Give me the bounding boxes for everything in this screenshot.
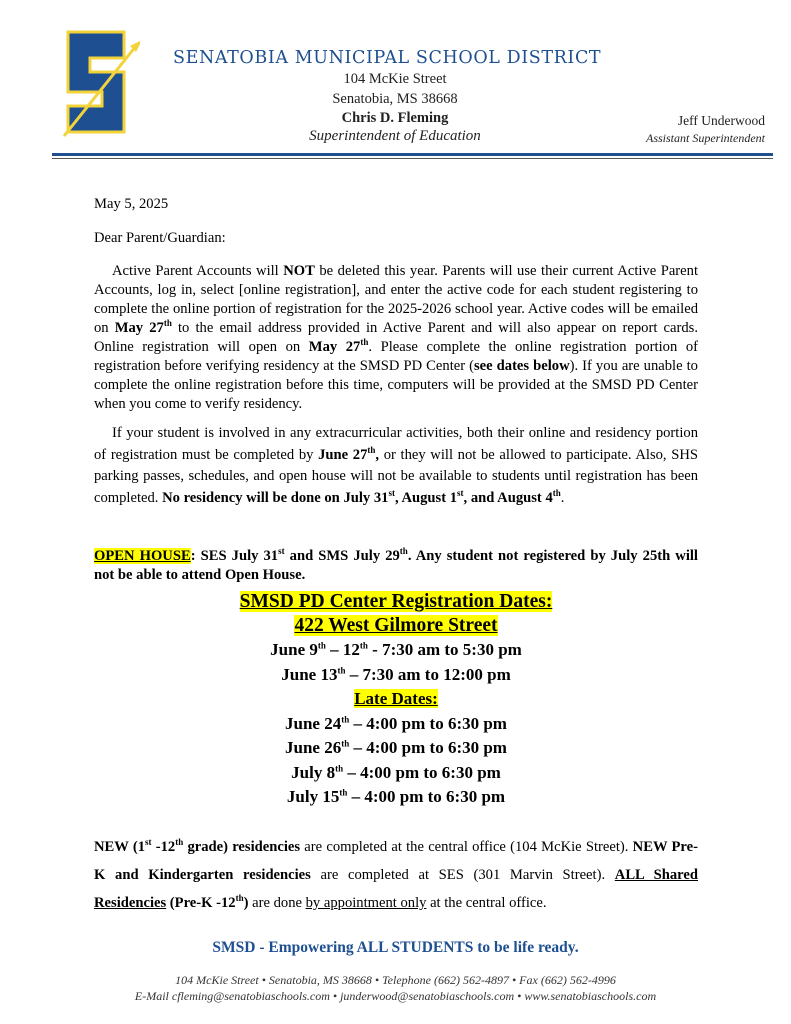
- district-name: SENATOBIA MUNICIPAL SCHOOL DISTRICT: [173, 48, 602, 68]
- text-run: see dates below: [473, 358, 570, 374]
- text-run: – 7:30 am to 12:00 pm: [345, 664, 511, 684]
- paragraph-registration: [94, 262, 698, 414]
- open-house-notice: [94, 547, 698, 585]
- text-run: – 4:00 pm to 6:30 pm: [343, 762, 501, 782]
- text-run: July 8: [291, 762, 336, 782]
- late-dates-label: Late Dates:: [354, 689, 438, 708]
- text-run: grade) residencies: [183, 839, 301, 855]
- header-rule: [52, 153, 773, 156]
- text-run: th: [335, 762, 344, 773]
- text-run: : SES July 31: [190, 548, 279, 564]
- late-date: [94, 761, 698, 786]
- text-run: th: [337, 664, 346, 675]
- text-run: th: [235, 893, 244, 904]
- text-run: , and August 4: [463, 489, 553, 506]
- superintendent-name: Chris D. Fleming: [341, 110, 449, 126]
- letter-date: May 5, 2025: [94, 196, 169, 212]
- text-run: be deleted this year. Parents will use their current Active Parent Accounts, log in, select [online registration], and enter the active code for each student registering to complete the online portion of registration for the 2025-2026 school year. Active codes will be emailed on: [94, 263, 698, 336]
- text-run: are completed at the central office (104 McKie Street).: [300, 839, 633, 855]
- text-run: – 4:00 pm to 6:30 pm: [347, 787, 506, 806]
- district-city: Senatobia, MS 38668: [332, 91, 458, 107]
- late-date: [94, 736, 698, 761]
- text-run: - 7:30 am to 5:30 pm: [367, 640, 522, 659]
- text-run: (Pre-K -12: [166, 895, 236, 911]
- text-run: th: [341, 713, 350, 724]
- text-run: st: [457, 487, 464, 498]
- text-run: No residency will be done on July 31: [162, 489, 389, 506]
- text-run: th: [341, 738, 350, 749]
- text-run: are completed at SES (301 Marvin Street).: [310, 867, 615, 883]
- text-run: th: [317, 640, 326, 651]
- text-run: NEW (1: [94, 839, 145, 855]
- text-run: by appointment only: [305, 895, 427, 911]
- text-run: – 4:00 pm to 6:30 pm: [349, 738, 507, 757]
- schedule-title: SMSD PD Center Registration Dates:: [239, 591, 553, 612]
- text-run: and SMS July 29: [284, 548, 400, 564]
- schedule-date: [94, 663, 698, 688]
- assistant-name: Jeff Underwood: [677, 113, 765, 128]
- text-run: at the central office.: [426, 895, 547, 911]
- text-run: June 24: [285, 713, 342, 733]
- text-run: ): [243, 895, 249, 911]
- text-run: If your student is involved in any extracurricular activities, both their online and residency portion of registration must be completed by: [94, 425, 698, 463]
- text-run: NEW Pre-K and Kindergarten residencies: [94, 839, 698, 883]
- text-run: th: [399, 546, 408, 557]
- text-run: st: [145, 837, 152, 848]
- text-run: NOT: [283, 263, 315, 279]
- salutation: Dear Parent/Guardian:: [94, 230, 226, 246]
- text-run: or they will not be allowed to participate. Also, SHS parking passes, schedules, and open house will not be available to students until registration has been completed.: [94, 446, 699, 506]
- text-run: May 27: [308, 339, 361, 355]
- text-run: .: [560, 489, 565, 506]
- text-run: ,: [375, 446, 380, 463]
- schedule-address: 422 West Gilmore Street: [294, 615, 498, 636]
- text-run: June 13: [281, 664, 338, 684]
- text-run: . Any student not registered by July 25th will not be able to attend Open House.: [94, 548, 698, 583]
- district-logo: [60, 28, 135, 138]
- schedule-date: [94, 638, 698, 663]
- text-run: – 4:00 pm to 6:30 pm: [349, 713, 507, 733]
- footer-motto: SMSD - Empowering ALL STUDENTS to be life ready.: [212, 939, 579, 956]
- text-run: OPEN HOUSE: [94, 548, 191, 564]
- text-run: , August 1: [394, 489, 458, 506]
- text-run: June 9: [270, 640, 318, 659]
- text-run: May 27: [114, 320, 164, 336]
- residencies-paragraph: [94, 833, 698, 917]
- assistant-title: Assistant Superintendent: [646, 131, 765, 145]
- text-run: th: [359, 640, 368, 651]
- footer-contact: 104 McKie Street • Senatobia, MS 38668 • Telephone (662) 562-4897 • Fax (662) 562-4996: [175, 973, 616, 987]
- text-run: Active Parent Accounts will: [112, 263, 284, 279]
- text-run: th: [339, 787, 348, 798]
- late-date: [94, 712, 698, 737]
- text-run: th: [163, 318, 172, 329]
- text-run: June 26: [285, 738, 342, 757]
- text-run: . Please complete the online registration portion of registration before verifying residency at the SMSD PD Center (: [94, 339, 698, 374]
- text-run: – 12: [325, 640, 360, 659]
- text-run: July 15: [286, 787, 340, 806]
- text-run: ). If you are unable to complete the online registration before this time, computers will be provided at the SMSD PD Center when you come to verify residency.: [94, 358, 698, 412]
- header-rule-thin: [52, 158, 773, 159]
- text-run: th: [552, 487, 561, 498]
- footer-email: E-Mail cfleming@senatobiaschools.com • junderwood@senatobiaschools.com • www.senatobiaschools.com: [134, 989, 657, 1003]
- paragraph-extracurricular: [94, 423, 698, 509]
- late-date: [94, 785, 698, 810]
- text-run: ALL Shared Residencies: [94, 867, 698, 911]
- text-run: -12: [151, 839, 176, 855]
- text-run: th: [367, 444, 376, 455]
- text-run: st: [388, 487, 395, 498]
- text-run: st: [278, 546, 285, 557]
- text-run: th: [175, 837, 184, 848]
- text-run: to the email address provided in Active Parent and will also appear on report cards. Online registration will open on: [94, 320, 698, 355]
- superintendent-title: Superintendent of Education: [309, 128, 481, 144]
- district-street: 104 McKie Street: [343, 71, 447, 87]
- text-run: are done: [248, 895, 306, 911]
- text-run: June 27: [318, 446, 368, 463]
- registration-schedule: [94, 590, 698, 810]
- text-run: th: [360, 337, 369, 348]
